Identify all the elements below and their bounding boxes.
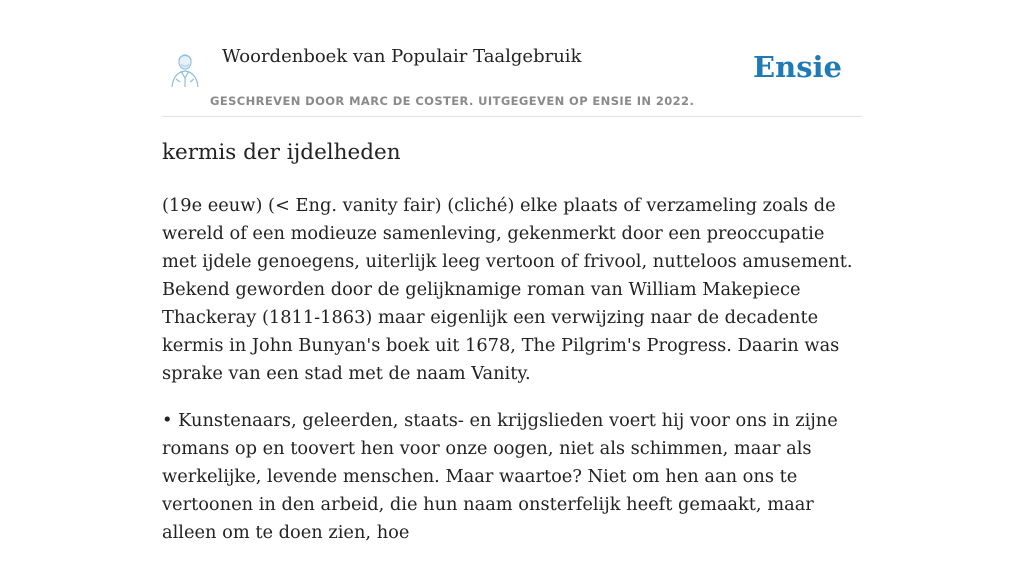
site-header (162, 0, 862, 117)
entry-title: kermis der ijdelheden (162, 140, 401, 165)
book-title[interactable]: Woordenboek van Populair Taalgebruik (222, 46, 582, 67)
ensie-logo-link[interactable]: Ensie (753, 50, 842, 84)
author-byline: GESCHREVEN DOOR MARC DE COSTER. UITGEGEVEN OP ENSIE IN 2022. (210, 94, 695, 108)
entry-definition: (19e eeuw) (< Eng. vanity fair) (cliché) elke plaats of verzameling zoals de wereld of een modieuze samenleving, gekenmerkt door een preoccupatie met ijdele genoegens, uiterlijk leeg vertoon of frivool, nutteloos amusement. Bekend geworden door de gelijknamige roman van William Makepiece Thackeray (1811-1863) maar eigenlijk een verwijzing naar de decadente kermis in John Bunyan's boek uit 1678, The Pilgrim's Progress. Daarin was sprake van een stad met de naam Vanity. (162, 195, 853, 384)
entry-body (162, 192, 864, 566)
entry-example: • Kunstenaars, geleerden, staats- en krijgslieden voert hij voor ons in zijne romans op en toovert hen voor onze oogen, niet als schimmen, maar als werkelijke, levende menschen. Maar waartoe? Niet om hen aan ons te vertoonen in den arbeid, die hun naam onsterfelijk heeft gemaakt, maar alleen om te doen zien, hoe (162, 410, 838, 543)
author-portrait-icon[interactable] (168, 51, 202, 89)
